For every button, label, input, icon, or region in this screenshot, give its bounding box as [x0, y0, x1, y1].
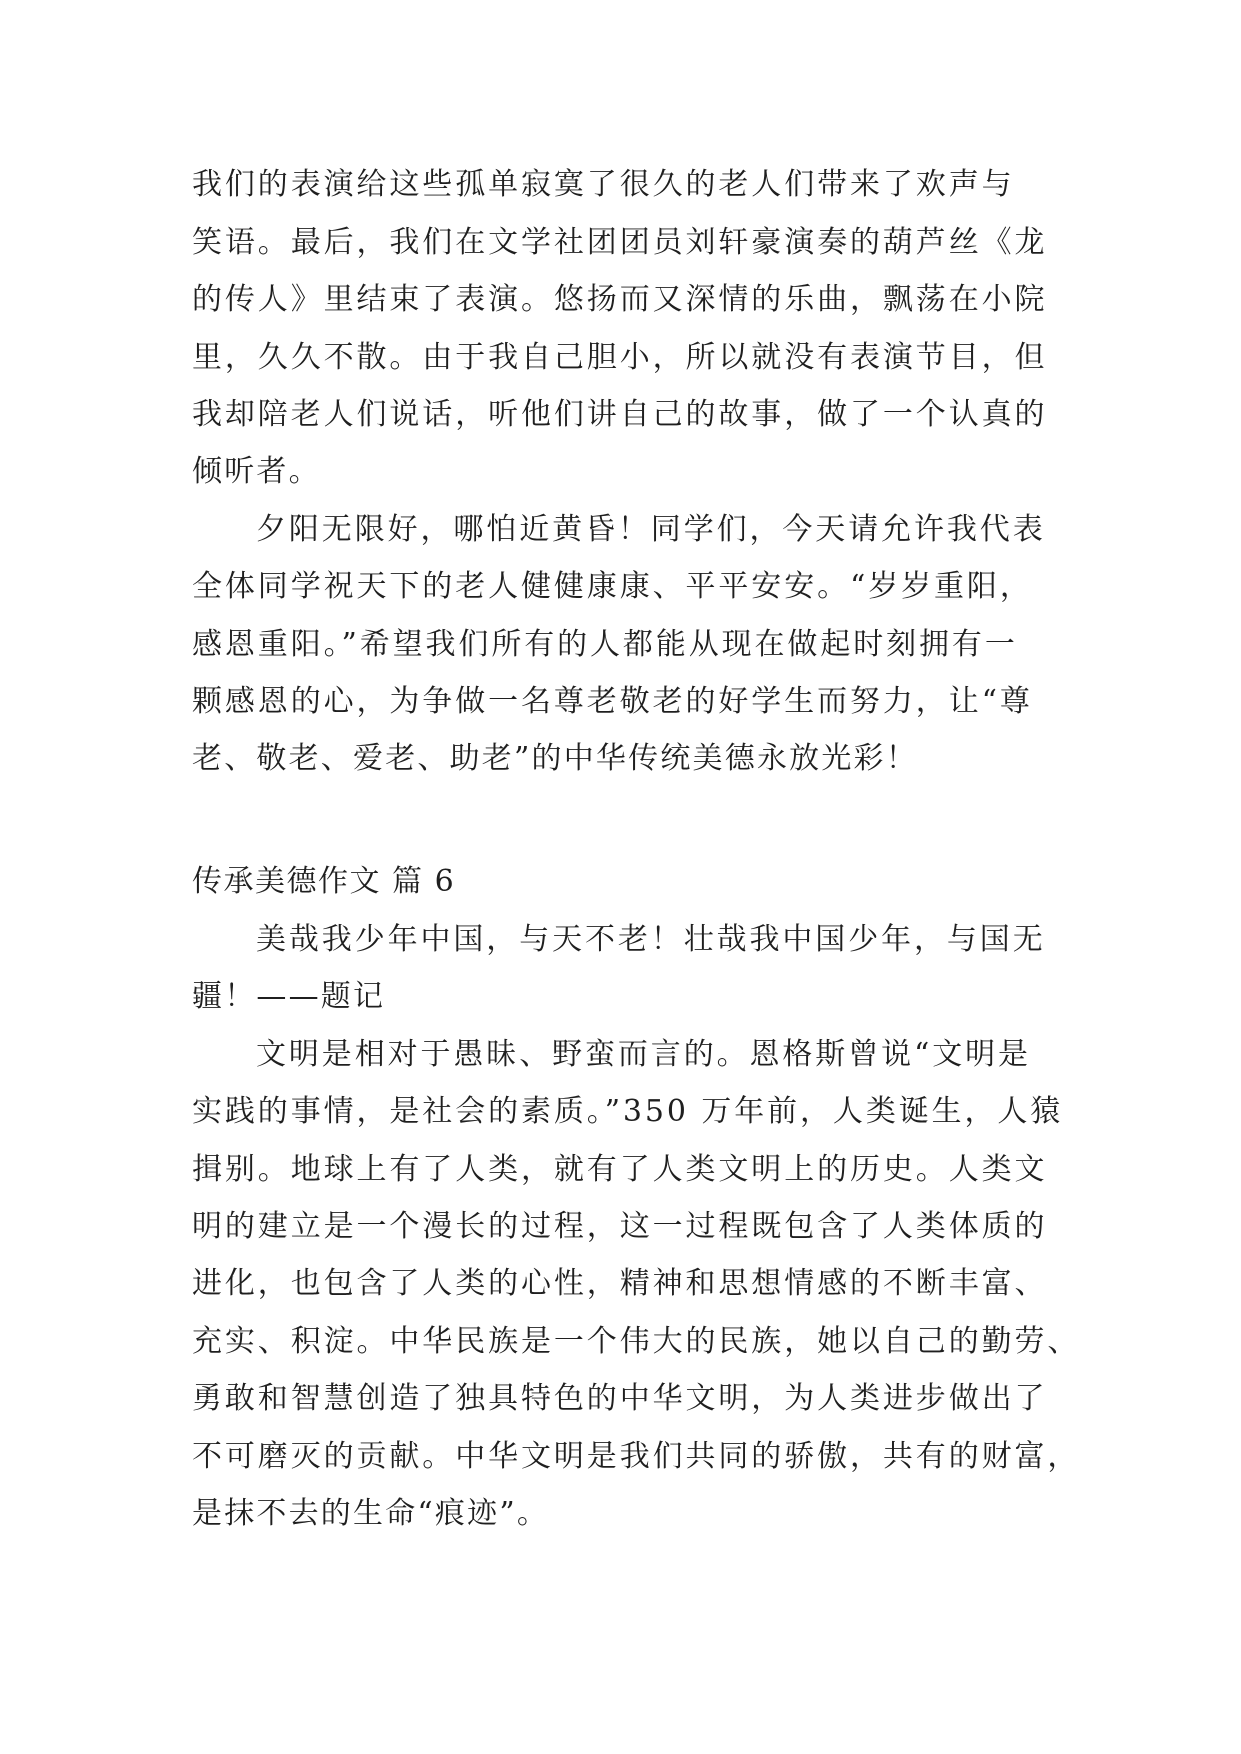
text-line: 文明是相对于愚昧、野蛮而言的。恩格斯曾说“文明是 — [256, 1037, 1031, 1072]
section-heading: 传承美德作文 篇 6 — [192, 864, 456, 899]
text-line: 实践的事情，是社会的素质。”350 万年前，人类诞生，人猿 — [192, 1094, 1064, 1129]
text-line: 明的建立是一个漫长的过程，这一过程既包含了人类体质的 — [192, 1209, 1048, 1244]
text-line: 勇敢和智慧创造了独具特色的中华文明，为人类进步做出了 — [192, 1381, 1048, 1416]
text-line: 夕阳无限好，哪怕近黄昏！同学们，今天请允许我代表 — [256, 512, 1046, 547]
text-line: 进化，也包含了人类的心性，精神和思想情感的不断丰富、 — [192, 1266, 1048, 1301]
text-line: 揖别。地球上有了人类，就有了人类文明上的历史。人类文 — [192, 1152, 1048, 1187]
text-line: 感恩重阳。”希望我们所有的人都能从现在做起时刻拥有一 — [192, 627, 1018, 662]
text-line: 的传人》里结束了表演。悠扬而又深情的乐曲，飘荡在小院 — [192, 282, 1048, 317]
text-line: 里，久久不散。由于我自己胆小，所以就没有表演节目，但 — [192, 340, 1048, 375]
text-line: 全体同学祝天下的老人健健康康、平平安安。“岁岁重阳， — [192, 569, 1033, 604]
text-line: 我们的表演给这些孤单寂寞了很久的老人们带来了欢声与 — [192, 167, 1015, 202]
text-line: 美哉我少年中国，与天不老！壮哉我中国少年，与国无 — [256, 922, 1046, 957]
text-line: 疆！——题记 — [192, 979, 386, 1014]
text-line: 笑语。最后，我们在文学社团团员刘轩豪演奏的葫芦丝《龙 — [192, 225, 1048, 260]
text-line: 不可磨灭的贡献。中华文明是我们共同的骄傲，共有的财富， — [192, 1439, 1081, 1474]
text-line: 充实、积淀。中华民族是一个伟大的民族，她以自己的勤劳、 — [192, 1324, 1081, 1359]
text-line: 颗感恩的心，为争做一名尊老敬老的好学生而努力，让“尊 — [192, 684, 1033, 719]
text-line: 倾听者。 — [192, 454, 321, 489]
text-line: 是抹不去的生命“痕迹”。 — [192, 1496, 550, 1531]
text-line: 老、敬老、爱老、助老”的中华传统美德永放光彩！ — [192, 741, 918, 776]
text-line: 我却陪老人们说话，听他们讲自己的故事，做了一个认真的 — [192, 397, 1048, 432]
